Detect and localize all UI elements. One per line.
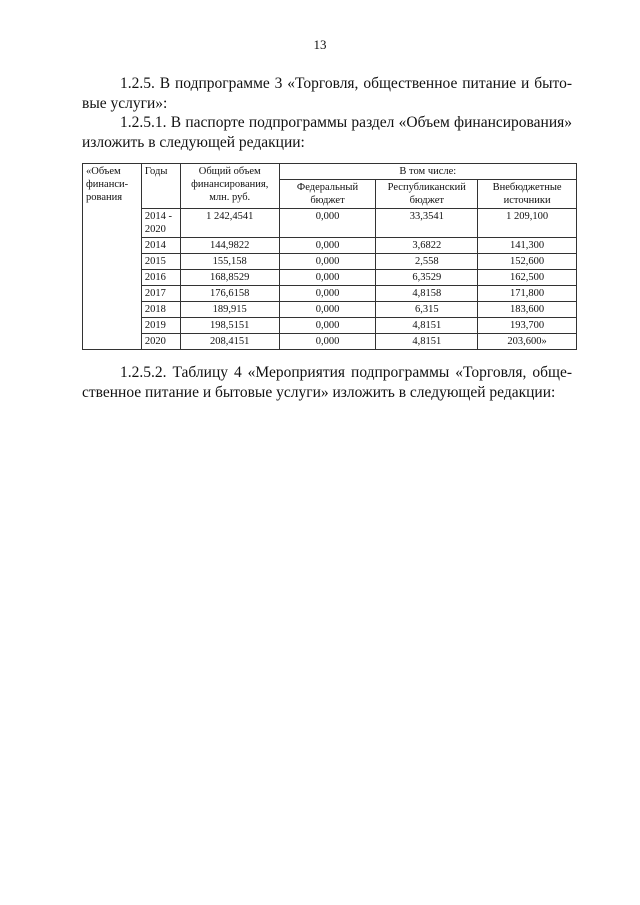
paragraph-line: 1.2.5.2. Таблицу 4 «Мероприятия подпрограммы «Торговля, обще- (120, 364, 572, 381)
paragraph-line: 1.2.5.1. В паспорте подпрограммы раздел «Объем финансирования» (120, 114, 572, 131)
extra-cell: 193,700 (478, 318, 577, 334)
extra-cell: 152,600 (478, 254, 577, 270)
financing-label-cell: «Объем финанси-рования (83, 164, 142, 350)
paragraph-1-2-5-2 (82, 363, 572, 403)
year-cell: 2019 (141, 318, 180, 334)
paragraph-line: ственное питание и бытовые услуги» изложить в следующей редакции: (82, 384, 556, 401)
federal-cell: 0,000 (279, 270, 376, 286)
federal-cell: 0,000 (279, 254, 376, 270)
page-number: 13 (313, 37, 327, 52)
total-header: Общий объем финансирования, млн. руб. (180, 164, 279, 209)
total-cell: 144,9822 (180, 238, 279, 254)
republican-cell: 6,3529 (376, 270, 478, 286)
table-row (83, 334, 577, 350)
republican-cell: 4,8151 (376, 318, 478, 334)
table-row (83, 238, 577, 254)
extra-cell: 171,800 (478, 286, 577, 302)
year-cell: 2016 (141, 270, 180, 286)
total-cell: 155,158 (180, 254, 279, 270)
table-row (83, 270, 577, 286)
total-cell: 1 242,4541 (180, 209, 279, 238)
federal-cell: 0,000 (279, 209, 376, 238)
year-cell: 2015 (141, 254, 180, 270)
republican-cell: 4,8158 (376, 286, 478, 302)
republican-cell: 3,6822 (376, 238, 478, 254)
paragraph-line: 1.2.5. В подпрограмме 3 «Торговля, общественное питание и быто- (120, 75, 572, 92)
year-cell: 2020 (141, 334, 180, 350)
extra-header: Внебюджетные источники (478, 180, 577, 209)
year-cell: 2014 - 2020 (141, 209, 180, 238)
extra-cell: 162,500 (478, 270, 577, 286)
republican-header: Республиканский бюджет (376, 180, 478, 209)
table-row (83, 302, 577, 318)
table-row (83, 209, 577, 238)
table-header-row (83, 164, 577, 180)
republican-cell: 6,315 (376, 302, 478, 318)
financing-table (82, 163, 577, 350)
extra-cell: 141,300 (478, 238, 577, 254)
federal-header: Федеральный бюджет (279, 180, 376, 209)
paragraph-line: изложить в следующей редакции: (82, 134, 305, 151)
total-cell: 189,915 (180, 302, 279, 318)
republican-cell: 33,3541 (376, 209, 478, 238)
total-cell: 176,6158 (180, 286, 279, 302)
paragraph-1-2-5 (82, 74, 572, 114)
total-cell: 198,5151 (180, 318, 279, 334)
federal-cell: 0,000 (279, 302, 376, 318)
federal-cell: 0,000 (279, 238, 376, 254)
federal-cell: 0,000 (279, 318, 376, 334)
republican-cell: 2,558 (376, 254, 478, 270)
table-row (83, 318, 577, 334)
including-header: В том числе: (279, 164, 576, 180)
years-header: Годы (141, 164, 180, 209)
table-row (83, 254, 577, 270)
paragraph-line: вые услуги»: (82, 95, 168, 112)
year-cell: 2014 (141, 238, 180, 254)
federal-cell: 0,000 (279, 334, 376, 350)
year-cell: 2018 (141, 302, 180, 318)
table-row (83, 286, 577, 302)
total-cell: 168,8529 (180, 270, 279, 286)
extra-cell: 1 209,100 (478, 209, 577, 238)
paragraph-1-2-5-1 (82, 113, 572, 153)
year-cell: 2017 (141, 286, 180, 302)
total-cell: 208,4151 (180, 334, 279, 350)
federal-cell: 0,000 (279, 286, 376, 302)
extra-cell: 183,600 (478, 302, 577, 318)
republican-cell: 4,8151 (376, 334, 478, 350)
extra-cell: 203,600» (478, 334, 577, 350)
